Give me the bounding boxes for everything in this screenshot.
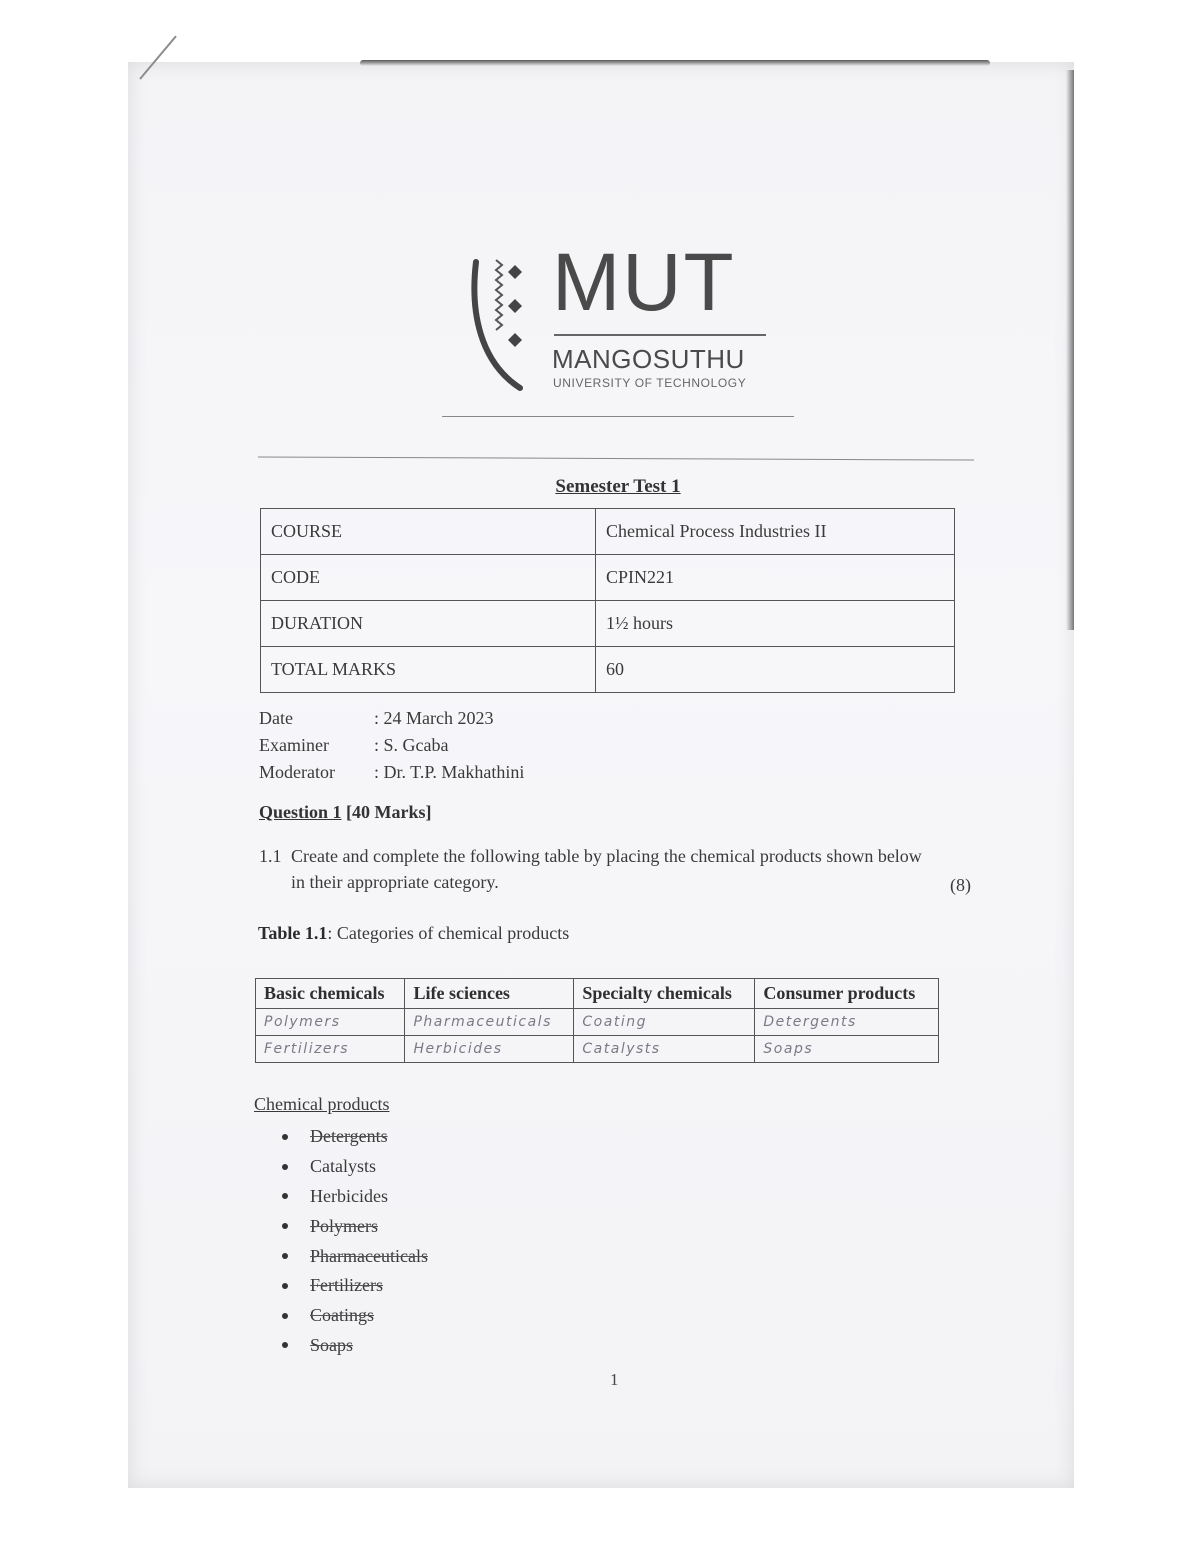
product-name: Catalysts — [310, 1156, 376, 1177]
info-label: TOTAL MARKS — [261, 647, 596, 693]
info-label: COURSE — [261, 509, 596, 555]
bullet-icon — [282, 1283, 288, 1289]
info-value: CPIN221 — [596, 555, 955, 601]
header-rule-short — [442, 416, 794, 417]
meta-row-examiner — [259, 735, 524, 762]
column-header: Specialty chemicals — [574, 979, 755, 1009]
logo-acronym: MUT — [552, 237, 736, 328]
table-caption — [258, 923, 569, 944]
info-value: 60 — [596, 647, 955, 693]
handwritten-answer: Detergents — [755, 1009, 939, 1036]
list-item — [282, 1271, 428, 1301]
info-value: 1½ hours — [596, 601, 955, 647]
list-item — [282, 1211, 428, 1241]
column-header: Consumer products — [755, 979, 939, 1009]
handwritten-answer: Fertilizers — [256, 1036, 405, 1063]
question-heading-title: Question 1 — [259, 802, 342, 822]
list-item — [282, 1122, 428, 1152]
question-heading-marks: [40 Marks] — [341, 802, 432, 822]
handwritten-answer: Herbicides — [405, 1036, 574, 1063]
product-name: Detergents — [310, 1126, 388, 1147]
meta-label: Date — [259, 708, 293, 728]
list-item — [282, 1241, 428, 1271]
bullet-icon — [282, 1164, 288, 1170]
list-item — [282, 1301, 428, 1331]
list-item — [282, 1182, 428, 1212]
info-label: CODE — [261, 555, 596, 601]
meta-label: Moderator — [259, 762, 335, 782]
page-number: 1 — [610, 1370, 619, 1389]
university-logo — [468, 237, 778, 397]
question-number: 1.1 — [259, 846, 282, 866]
meta-row-moderator — [259, 762, 524, 789]
column-header: Life sciences — [405, 979, 574, 1009]
meta-value: : 24 March 2023 — [374, 708, 494, 728]
table-row — [256, 1036, 939, 1063]
info-row-duration — [261, 601, 955, 647]
logo-divider — [554, 334, 766, 336]
table-header-row — [256, 979, 939, 1009]
bullet-icon — [282, 1134, 288, 1140]
product-name: Soaps — [310, 1334, 354, 1355]
handwritten-answer: Pharmaceuticals — [405, 1009, 574, 1036]
meta-value: : S. Gcaba — [374, 735, 449, 755]
test-title: Semester Test 1 — [555, 476, 681, 497]
bullet-icon — [282, 1253, 288, 1259]
info-row-total-marks — [261, 647, 955, 693]
product-name: Fertilizers — [310, 1275, 383, 1296]
question-marks: (8) — [950, 875, 971, 895]
product-name: Coatings — [310, 1305, 375, 1326]
question-text: Create and complete the following table by placing the chemical products shown below in their appropriate category. — [291, 846, 922, 892]
meta-row-date — [259, 708, 524, 735]
paper-top-shadow — [360, 60, 990, 66]
product-name: Herbicides — [310, 1185, 388, 1206]
list-item — [282, 1152, 428, 1182]
handwritten-answer: Catalysts — [574, 1036, 755, 1063]
handwritten-answer: Polymers — [256, 1009, 405, 1036]
bullet-icon — [282, 1193, 288, 1199]
bullet-icon — [282, 1223, 288, 1229]
bullet-icon — [282, 1313, 288, 1319]
bullet-icon — [282, 1342, 288, 1348]
info-value: Chemical Process Industries II — [596, 509, 955, 555]
question-heading — [259, 802, 432, 823]
course-info-table — [260, 508, 955, 693]
info-row-course — [261, 509, 955, 555]
product-name: Pharmaceuticals — [310, 1245, 428, 1266]
categories-table — [255, 978, 939, 1063]
table-row — [256, 1009, 939, 1036]
list-item — [282, 1331, 428, 1361]
handwritten-answer: Soaps — [755, 1036, 939, 1063]
meta-label: Examiner — [259, 735, 329, 755]
table-caption-text: : Categories of chemical products — [327, 923, 570, 943]
product-name: Polymers — [310, 1215, 379, 1236]
column-header: Basic chemicals — [256, 979, 405, 1009]
products-list — [282, 1122, 428, 1360]
test-meta — [259, 708, 524, 789]
meta-value: : Dr. T.P. Makhathini — [374, 762, 525, 782]
logo-subtitle: UNIVERSITY OF TECHNOLOGY — [553, 376, 747, 390]
mut-emblem-icon — [468, 252, 538, 392]
info-row-code — [261, 555, 955, 601]
products-heading: Chemical products — [254, 1094, 390, 1114]
info-label: DURATION — [261, 601, 596, 647]
handwritten-answer: Coating — [574, 1009, 755, 1036]
table-caption-label: Table 1.1 — [258, 923, 328, 943]
paper-right-edge — [1066, 70, 1074, 630]
logo-name: MANGOSUTHU — [552, 344, 745, 374]
